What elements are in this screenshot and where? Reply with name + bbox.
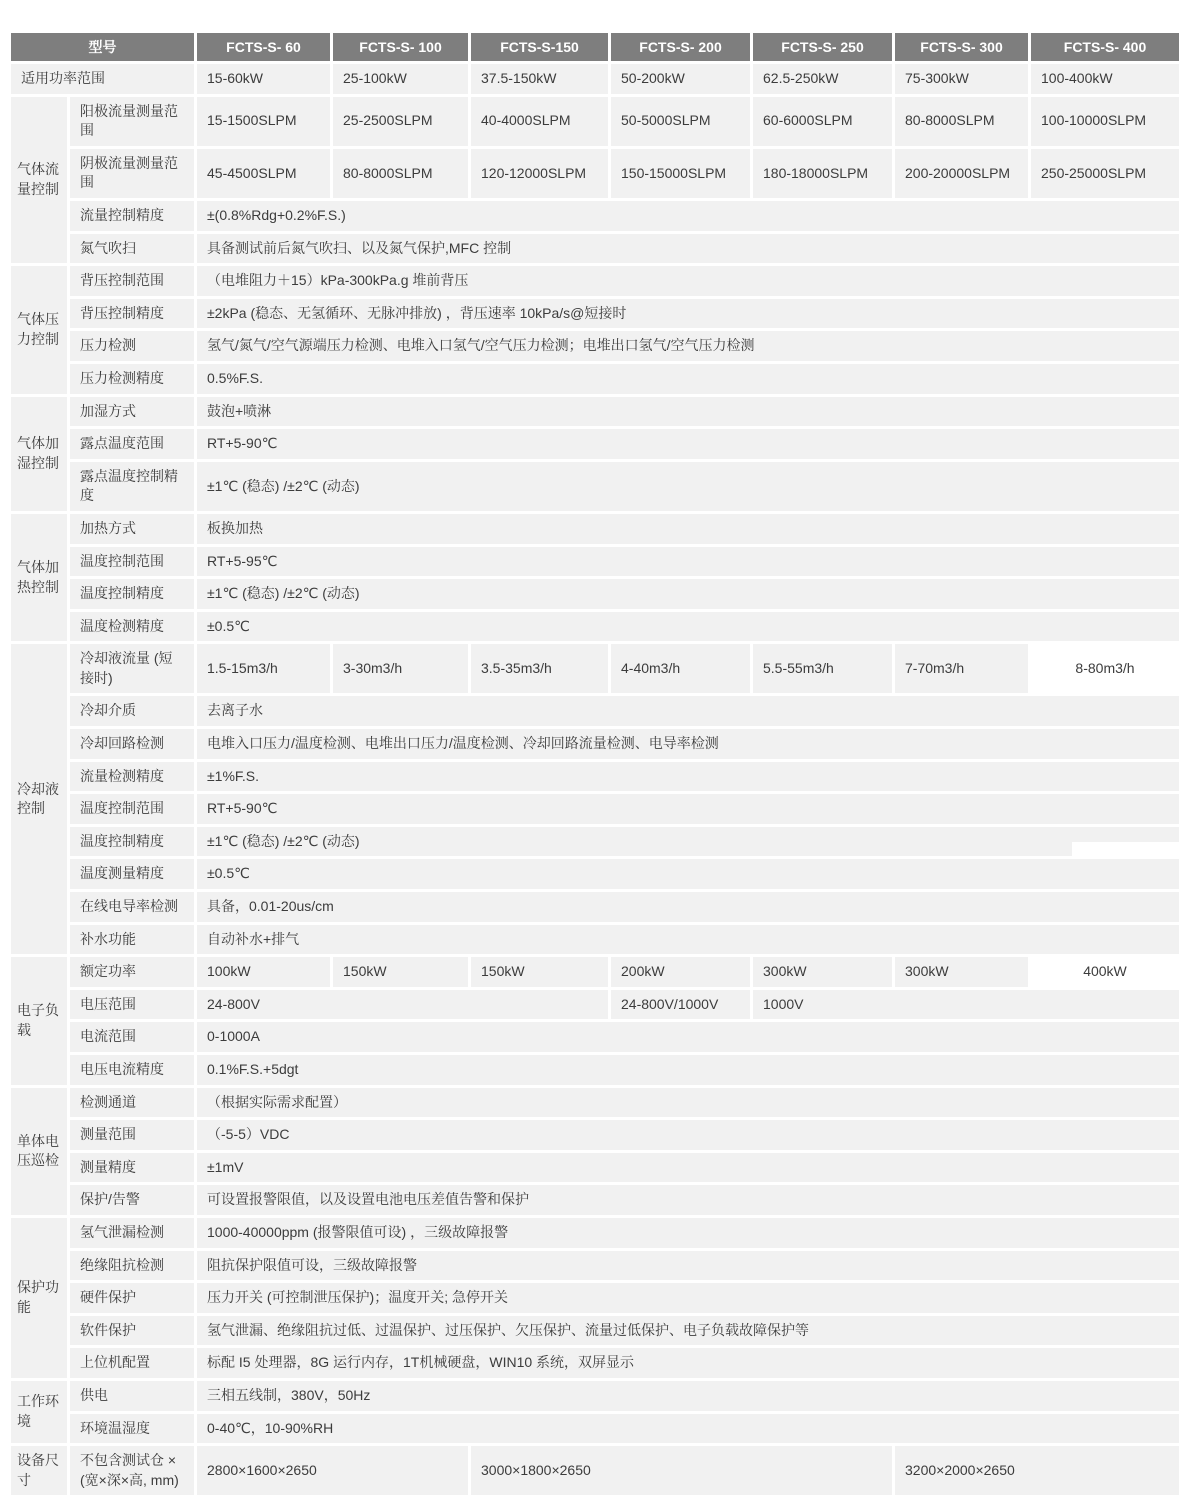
- value-cell: 去离子水: [197, 696, 1179, 726]
- row-coolant-temp-accuracy: [11, 827, 1179, 857]
- value-cell: 压力开关 (可控制泄压保护)；温度开关; 急停开关: [197, 1283, 1179, 1313]
- param-label: 氮气吹扫: [70, 234, 194, 264]
- value-cell: 120-12000SLPM: [471, 149, 608, 198]
- param-label: 冷却回路检测: [70, 729, 194, 759]
- row-coolant-loop-detect: [11, 729, 1179, 759]
- param-label: 电压范围: [70, 990, 194, 1020]
- param-label: 检测通道: [70, 1088, 194, 1118]
- value-cell: 24-800V: [197, 990, 608, 1020]
- row-power-range: [11, 64, 1179, 94]
- param-label: 硬件保护: [70, 1283, 194, 1313]
- model-column-header: 型号: [11, 33, 194, 61]
- param-label: 阴极流量测量范围: [70, 149, 194, 198]
- row-voltage-range: [11, 990, 1179, 1020]
- param-label: 露点温度控制精度: [70, 462, 194, 511]
- header-row: [11, 33, 1179, 61]
- section-label-gas-humidify: 气体加湿控制: [11, 397, 67, 511]
- value-cell: ±1%F.S.: [197, 762, 1179, 792]
- row-ambient: [11, 1414, 1179, 1444]
- value-cell: 50-5000SLPM: [611, 97, 750, 146]
- value-cell: 5.5-55m3/h: [753, 644, 892, 693]
- row-coolant-medium: [11, 696, 1179, 726]
- value-cell: RT+5-95℃: [197, 547, 1179, 577]
- row-humidify-method: [11, 397, 1179, 427]
- value-cell: 0.1%F.S.+5dgt: [197, 1055, 1179, 1085]
- row-dewpoint-range: [11, 429, 1179, 459]
- param-label: 温度检测精度: [70, 612, 194, 642]
- value-cell: 25-100kW: [333, 64, 468, 94]
- value-cell: 62.5-250kW: [753, 64, 892, 94]
- param-label: 电流范围: [70, 1022, 194, 1052]
- param-label: 温度测量精度: [70, 859, 194, 889]
- value-cell: 2800×1600×2650: [197, 1446, 468, 1495]
- param-label: 温度控制范围: [70, 794, 194, 824]
- value-cell: 100-10000SLPM: [1031, 97, 1179, 146]
- row-hardware-protection: [11, 1283, 1179, 1313]
- row-cvm-range: [11, 1120, 1179, 1150]
- param-label: 适用功率范围: [11, 64, 194, 94]
- value-cell: 100-400kW: [1031, 64, 1179, 94]
- value-cell: 鼓泡+喷淋: [197, 397, 1179, 427]
- value-cell: RT+5-90℃: [197, 429, 1179, 459]
- row-pressure-detect-accuracy: [11, 364, 1179, 394]
- value-cell: 300kW: [753, 957, 892, 987]
- row-n2-purge: [11, 234, 1179, 264]
- value-cell: ±1mV: [197, 1153, 1179, 1183]
- row-h2-leak-detect: [11, 1218, 1179, 1248]
- value-cell: ±0.5℃: [197, 859, 1179, 889]
- param-label: 压力检测精度: [70, 364, 194, 394]
- value-cell: ±1℃ (稳态) /±2℃ (动态): [197, 462, 1179, 511]
- value-cell: 100kW: [197, 957, 330, 987]
- value-cell: 7-70m3/h: [895, 644, 1028, 693]
- row-software-protection: [11, 1316, 1179, 1346]
- section-label-eload: 电子负载: [11, 957, 67, 1084]
- row-dewpoint-accuracy: [11, 462, 1179, 511]
- param-label: 温度控制精度: [70, 579, 194, 609]
- row-heating-method: [11, 514, 1179, 544]
- row-cathode-flow: [11, 149, 1179, 198]
- value-cell: 200kW: [611, 957, 750, 987]
- param-label: 环境温湿度: [70, 1414, 194, 1444]
- param-label: 阳极流量测量范围: [70, 97, 194, 146]
- value-cell: ±2kPa (稳态、无氢循环、无脉冲排放) ，背压速率 10kPa/s@短接时: [197, 299, 1179, 329]
- row-coolant-temp-measure-accuracy: [11, 859, 1179, 889]
- value-cell: 标配 I5 处理器，8G 运行内存，1T机械硬盘，WIN10 系统，双屏显示: [197, 1348, 1179, 1378]
- section-label-environment: 工作环境: [11, 1381, 67, 1443]
- value-cell: 4-40m3/h: [611, 644, 750, 693]
- row-heating-temp-accuracy: [11, 579, 1179, 609]
- white-patch-artifact: [1072, 842, 1179, 856]
- model-header: FCTS-S- 100: [333, 33, 468, 61]
- value-cell: 200-20000SLPM: [895, 149, 1028, 198]
- row-anode-flow: [11, 97, 1179, 146]
- param-label: 保护/告警: [70, 1185, 194, 1215]
- section-label-cvm: 单体电压巡检: [11, 1088, 67, 1215]
- value-cell: 8-80m3/h: [1031, 644, 1179, 693]
- row-coolant-flow: [11, 644, 1179, 693]
- value-cell: 150kW: [471, 957, 608, 987]
- row-pressure-detect: [11, 331, 1179, 361]
- row-insulation-detect: [11, 1251, 1179, 1281]
- value-cell: 0-1000A: [197, 1022, 1179, 1052]
- value-cell: 300kW: [895, 957, 1028, 987]
- value-cell: 150kW: [333, 957, 468, 987]
- value-cell: 45-4500SLPM: [197, 149, 330, 198]
- row-coolant-temp-range: [11, 794, 1179, 824]
- value-cell: 60-6000SLPM: [753, 97, 892, 146]
- row-coolant-conductivity: [11, 892, 1179, 922]
- value-cell: 3000×1800×2650: [471, 1446, 892, 1495]
- param-label: 绝缘阻抗检测: [70, 1251, 194, 1281]
- value-cell: [197, 827, 1179, 857]
- model-header: FCTS-S- 300: [895, 33, 1028, 61]
- value-cell: 25-2500SLPM: [333, 97, 468, 146]
- value-cell: （-5-5）VDC: [197, 1120, 1179, 1150]
- param-label: 背压控制精度: [70, 299, 194, 329]
- value-cell: 板换加热: [197, 514, 1179, 544]
- param-label: 流量检测精度: [70, 762, 194, 792]
- row-coolant-refill: [11, 925, 1179, 955]
- row-cvm-channels: [11, 1088, 1179, 1118]
- param-label: 流量控制精度: [70, 201, 194, 231]
- model-header: FCTS-S- 400: [1031, 33, 1179, 61]
- param-label: 上位机配置: [70, 1348, 194, 1378]
- param-label: 氢气泄漏检测: [70, 1218, 194, 1248]
- section-label-protection: 保护功能: [11, 1218, 67, 1378]
- param-label: 露点温度范围: [70, 429, 194, 459]
- value-cell: 400kW: [1031, 957, 1179, 987]
- row-current-range: [11, 1022, 1179, 1052]
- param-label: 压力检测: [70, 331, 194, 361]
- value-cell: 250-25000SLPM: [1031, 149, 1179, 198]
- value-cell: 80-8000SLPM: [333, 149, 468, 198]
- param-label: 加热方式: [70, 514, 194, 544]
- param-label: 电压电流精度: [70, 1055, 194, 1085]
- value-cell: 阻抗保护限值可设，三级故障报警: [197, 1251, 1179, 1281]
- value-cell: 具备测试前后氮气吹扫、以及氮气保护,MFC 控制: [197, 234, 1179, 264]
- value-cell: 三相五线制，380V，50Hz: [197, 1381, 1179, 1411]
- value-cell: 37.5-150kW: [471, 64, 608, 94]
- spec-table: [8, 30, 1182, 1498]
- value-cell: RT+5-90℃: [197, 794, 1179, 824]
- value-text: ±1℃ (稳态) /±2℃ (动态): [207, 832, 360, 849]
- row-rated-power: [11, 957, 1179, 987]
- param-label: 测量精度: [70, 1153, 194, 1183]
- value-cell: 0.5%F.S.: [197, 364, 1179, 394]
- row-host-pc-config: [11, 1348, 1179, 1378]
- param-label: 补水功能: [70, 925, 194, 955]
- value-cell: 0-40℃，10-90%RH: [197, 1414, 1179, 1444]
- value-cell: （电堆阻力＋15）kPa-300kPa.g 堆前背压: [197, 266, 1179, 296]
- value-cell: 15-1500SLPM: [197, 97, 330, 146]
- model-header: FCTS-S- 250: [753, 33, 892, 61]
- value-cell: ±0.5℃: [197, 612, 1179, 642]
- param-label: 额定功率: [70, 957, 194, 987]
- value-cell: 80-8000SLPM: [895, 97, 1028, 146]
- value-cell: 具备，0.01-20us/cm: [197, 892, 1179, 922]
- section-label-gas-flow: 气体流量控制: [11, 97, 67, 264]
- value-cell: （根据实际需求配置）: [197, 1088, 1179, 1118]
- row-bp-range: [11, 266, 1179, 296]
- param-label: 供电: [70, 1381, 194, 1411]
- value-cell: 3-30m3/h: [333, 644, 468, 693]
- value-cell: 电堆入口压力/温度检测、电堆出口压力/温度检测、冷却回路流量检测、电导率检测: [197, 729, 1179, 759]
- value-cell: 15-60kW: [197, 64, 330, 94]
- value-cell: 氢气泄漏、绝缘阻抗过低、过温保护、过压保护、欠压保护、流量过低保护、电子负载故障保护等: [197, 1316, 1179, 1346]
- value-cell: 75-300kW: [895, 64, 1028, 94]
- row-heating-temp-detect-accuracy: [11, 612, 1179, 642]
- row-heating-temp-range: [11, 547, 1179, 577]
- value-cell: 1.5-15m3/h: [197, 644, 330, 693]
- model-header: FCTS-S- 60: [197, 33, 330, 61]
- section-label-dimensions: 设备尺寸: [11, 1446, 67, 1495]
- section-label-gas-pressure: 气体压力控制: [11, 266, 67, 393]
- value-cell: 1000-40000ppm (报警限值可设) ，三级故障报警: [197, 1218, 1179, 1248]
- param-label: 冷却介质: [70, 696, 194, 726]
- param-label: 温度控制精度: [70, 827, 194, 857]
- row-coolant-flow-detect-accuracy: [11, 762, 1179, 792]
- model-header: FCTS-S- 200: [611, 33, 750, 61]
- section-label-coolant: 冷却液控制: [11, 644, 67, 954]
- section-label-gas-heating: 气体加热控制: [11, 514, 67, 641]
- value-cell: ±(0.8%Rdg+0.2%F.S.): [197, 201, 1179, 231]
- row-cvm-protection-alarm: [11, 1185, 1179, 1215]
- param-label: 不包含测试仓 × (宽×深×高, mm): [70, 1446, 194, 1495]
- model-header: FCTS-S-150: [471, 33, 608, 61]
- value-cell: 50-200kW: [611, 64, 750, 94]
- param-label: 温度控制范围: [70, 547, 194, 577]
- value-cell: 1000V: [753, 990, 1179, 1020]
- param-label: 在线电导率检测: [70, 892, 194, 922]
- row-dimensions: [11, 1446, 1179, 1495]
- param-label: 背压控制范围: [70, 266, 194, 296]
- value-cell: 氢气/氮气/空气源端压力检测、电堆入口氢气/空气压力检测；电堆出口氢气/空气压力检测: [197, 331, 1179, 361]
- value-cell: ±1℃ (稳态) /±2℃ (动态): [197, 579, 1179, 609]
- row-cvm-accuracy: [11, 1153, 1179, 1183]
- param-label: 加湿方式: [70, 397, 194, 427]
- value-cell: 40-4000SLPM: [471, 97, 608, 146]
- row-bp-accuracy: [11, 299, 1179, 329]
- value-cell: 150-15000SLPM: [611, 149, 750, 198]
- value-cell: 3200×2000×2650: [895, 1446, 1179, 1495]
- value-cell: 可设置报警限值，以及设置电池电压差值告警和保护: [197, 1185, 1179, 1215]
- param-label: 软件保护: [70, 1316, 194, 1346]
- value-cell: 180-18000SLPM: [753, 149, 892, 198]
- row-flow-ctrl-accuracy: [11, 201, 1179, 231]
- param-label: 测量范围: [70, 1120, 194, 1150]
- param-label: 冷却液流量 (短接时): [70, 644, 194, 693]
- value-cell: 3.5-35m3/h: [471, 644, 608, 693]
- row-vi-accuracy: [11, 1055, 1179, 1085]
- row-power-supply: [11, 1381, 1179, 1411]
- value-cell: 24-800V/1000V: [611, 990, 750, 1020]
- value-cell: 自动补水+排气: [197, 925, 1179, 955]
